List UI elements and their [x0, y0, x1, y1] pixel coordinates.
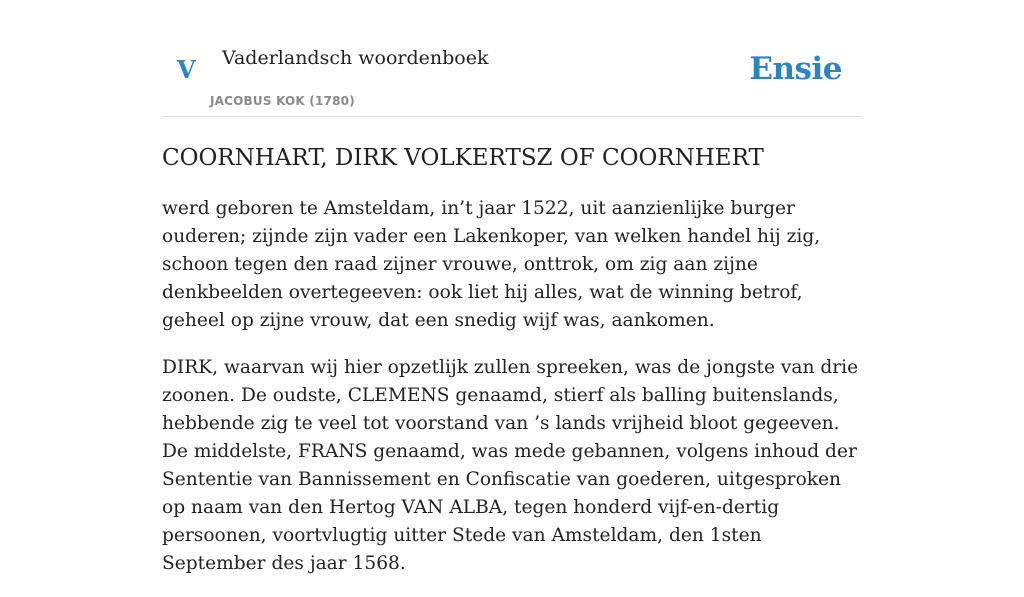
- entry-title: COORNHART, DIRK VOLKERTSZ OF COORNHERT: [162, 145, 764, 171]
- book-logo-icon[interactable]: V: [177, 55, 196, 84]
- brand-logo-link[interactable]: Ensie: [749, 51, 842, 87]
- entry-paragraph: werd geboren te Amsteldam, in’t jaar 1522, uit aanzienlijke burger ouderen; zijnde zijn vader een Lakenkoper, van welken handel hij zig, schoon tegen den raad zijner vrouwe, onttrok, om zig aan zijne denkbeelden overtegeeven: ook liet hij alles, wat de winning betrof, geheel op zijne vrouw, dat een snedig wijf was, aankomen.: [162, 198, 821, 331]
- header: [162, 0, 862, 117]
- entry-body: [162, 195, 862, 578]
- entry-paragraph: DIRK, waarvan wij hier opzetlijk zullen spreeken, was de jongste van drie zoonen. De oudste, CLEMENS genaamd, stierf als balling buitenslands, hebbende zig te veel tot voorstand van ’s lands vrijheid bloot gegeeven. De middelste, FRANS genaamd, was mede gebannen, volgens inhoud der Sententie van Bannissement en Confiscatie van goederen, uitgesproken op naam van den Hertog VAN ALBA, tegen honderd vijf-en-dertig persoonen, voortvlugtig uitter Stede van Amsteldam, den 1sten September des jaar 1568.: [162, 357, 859, 574]
- book-author: JACOBUS KOK (1780): [210, 94, 355, 108]
- page: [162, 0, 862, 597]
- book-title[interactable]: Vaderlandsch woordenboek: [222, 47, 489, 69]
